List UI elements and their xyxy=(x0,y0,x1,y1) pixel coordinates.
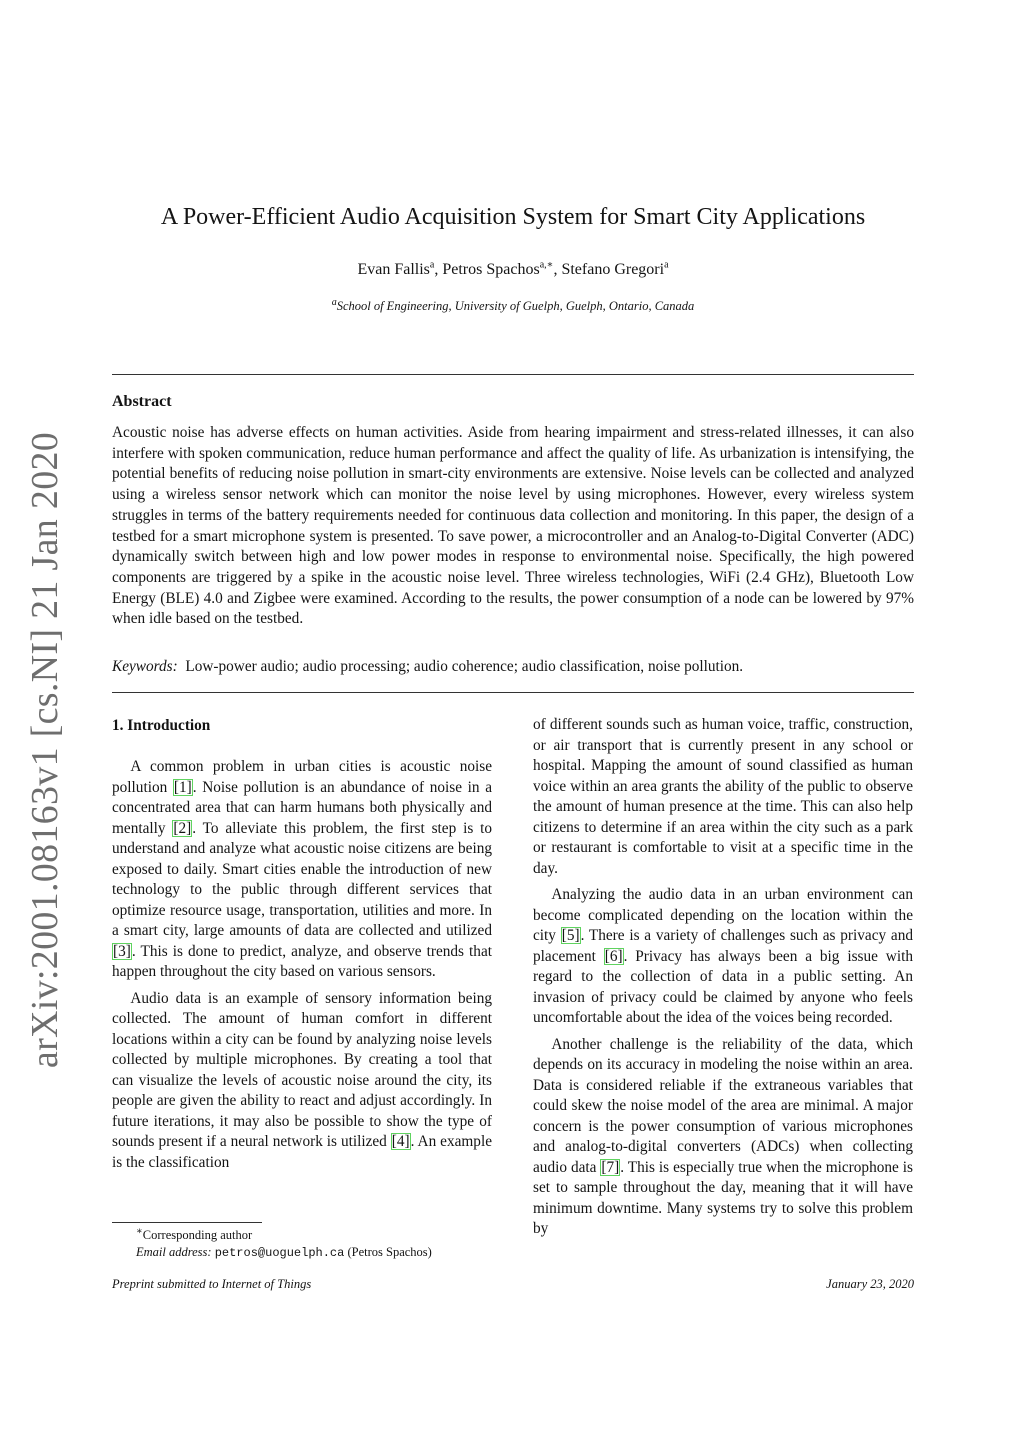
footnote-corresponding: ∗Corresponding author xyxy=(136,1225,253,1242)
author-name: Evan Fallis xyxy=(357,261,430,278)
footnote-email xyxy=(112,1244,492,1262)
intro-paragraph-3: of different sounds such as human voice, traffic, construction, or air transport that is currently present in any school or hospital. Mapping the amount of sound classified as human voice within an area grants the ability of the public to observe the amount of human presence at the time. This can also help citizens to determine if an area within the city such as a park or restaurant is comfortable to visit at a specific time in the day. xyxy=(533,716,913,877)
email-link[interactable]: petros@uoguelph.ca xyxy=(214,1246,345,1260)
author-affil-mark: a,∗ xyxy=(539,259,554,271)
abstract-heading: Abstract xyxy=(112,393,172,410)
affiliation-text: School of Engineering, University of Guelph, Guelph, Ontario, Canada xyxy=(336,299,695,313)
author-name: Petros Spachos xyxy=(442,261,540,278)
footnote-rule xyxy=(112,1222,262,1223)
footer-date: January 23, 2020 xyxy=(826,1277,914,1291)
citation-link[interactable]: [3] xyxy=(113,942,131,960)
citation-link[interactable]: [7] xyxy=(601,1158,620,1176)
intro-paragraph-1: A common problem in urban cities is acoustic noise pollution [1]. Noise pollution is an abundance of noise in a concentrated area that can harm humans both physically and mentally [2]. To alleviate this problem, the first step is to understand and analyze what acoustic noise citizens are being exposed to daily. Smart cities enable the introduction of new technology to the public through different services that optimize resource usage, transportation, utilities and more. In a smart city, large amounts of data are collected and utilized [3]. This is done to predict, analyze, and observe trends that happen throughout the city based on various sensors. xyxy=(112,758,493,980)
citation-link[interactable]: [1] xyxy=(173,778,192,796)
author-affil-mark: a xyxy=(429,259,435,271)
email-label: Email address: xyxy=(136,1245,212,1259)
intro-paragraph-2: Audio data is an example of sensory information being collected. The amount of human comfort in different locations within a city can be found by analyzing noise levels collected by multiple microphones. By creating a tool that can visualize the levels of acoustic noise around the city, its people are given the ability to react and adjust accordingly. In future iterations, it may also be possible to show the type of sounds present if a neural network is utilized [4]. An example is the classification xyxy=(112,989,493,1171)
footer-journal: Preprint submitted to Internet of Things xyxy=(112,1277,312,1291)
citation-link[interactable]: [2] xyxy=(173,819,192,837)
section-heading-introduction: 1. Introduction xyxy=(112,717,211,734)
arxiv-identifier xyxy=(14,431,76,1069)
abstract-top-rule xyxy=(112,374,914,375)
footnote xyxy=(112,1227,492,1262)
affiliation xyxy=(112,297,914,315)
keywords xyxy=(112,657,914,678)
arxiv-identifier-text: arXiv:2001.08163v1 [cs.NI] 21 Jan 2020 xyxy=(24,431,67,1069)
intro-paragraph-5: Another challenge is the reliability of the data, which depends on its accuracy in modeling the noise within an area. Data is considered reliable if the extraneous variables that could skew the noise model of the area are minimal. A major concern is the power consumption of various microphones and analog-to-digital converters (ADCs) when collecting audio data [7]. This is especially true when the microphone is set to sample throughout the day, meaning that it will have minimum downtime. Many systems try to solve this problem by xyxy=(533,1035,913,1237)
author-affil-mark: a xyxy=(664,259,669,271)
affiliation-mark: a xyxy=(331,296,337,308)
keywords-label: Keywords: xyxy=(112,658,178,675)
keywords-text: Low-power audio; audio processing; audio coherence; audio classification, noise pollution. xyxy=(185,658,744,675)
paper-title: A Power-Efficient Audio Acquisition System for Smart City Applications xyxy=(160,204,866,230)
citation-link[interactable]: [5] xyxy=(561,927,580,944)
abstract-bottom-rule xyxy=(112,692,914,693)
left-column xyxy=(112,715,492,1179)
email-owner: (Petros Spachos) xyxy=(347,1245,432,1259)
citation-link[interactable]: [6] xyxy=(604,947,623,965)
abstract-text: Acoustic noise has adverse effects on human activities. Aside from hearing impairment and stress-related illnesses, it can also interfere with spoken communication, reduce human performance and affect the quality of life. As urbanization is intensifying, the potential benefits of reducing noise pollution in smart-city environments are extensive. Noise levels can be collected and analyzed using a wireless sensor network which can monitor the noise level by using microphones. However, every wireless system struggles in terms of the battery requirements needed for continuous data collection and monitoring. In this paper, the design of a testbed for a smart microphone system is presented. To save power, a microcontroller and an Analog-to-Digital Converter (ADC) dynamically switch between high and low power modes in response to environmental noise. Specifically, the high powered components are triggered by a spike in the acoustic noise level. Three wireless technologies, WiFi (2.4 GHz), Bluetooth Low Energy (BLE) 4.0 and Zigbee were examined. According to the results, the power consumption of a node can be lowered by 97% when idle based on the testbed. xyxy=(112,424,914,628)
right-column xyxy=(533,715,913,1246)
author-list: Evan Fallis$^a$, Petros Spachos$^{a,∗}$, Stefano Gregori$^a$ xyxy=(357,259,669,278)
citation-link[interactable]: [4] xyxy=(391,1133,410,1150)
intro-paragraph-4: Analyzing the audio data in an urban environment can become complicated depending on the location within the city [5]. There is a variety of challenges such as privacy and placement [6]. Privacy has always been a big issue with regard to the collection of data in a public setting. An invasion of privacy could be claimed by anyone who feels uncomfortable about the idea of the voices being recorded. xyxy=(533,886,914,1026)
author-name: Stefano Gregori xyxy=(561,261,665,278)
